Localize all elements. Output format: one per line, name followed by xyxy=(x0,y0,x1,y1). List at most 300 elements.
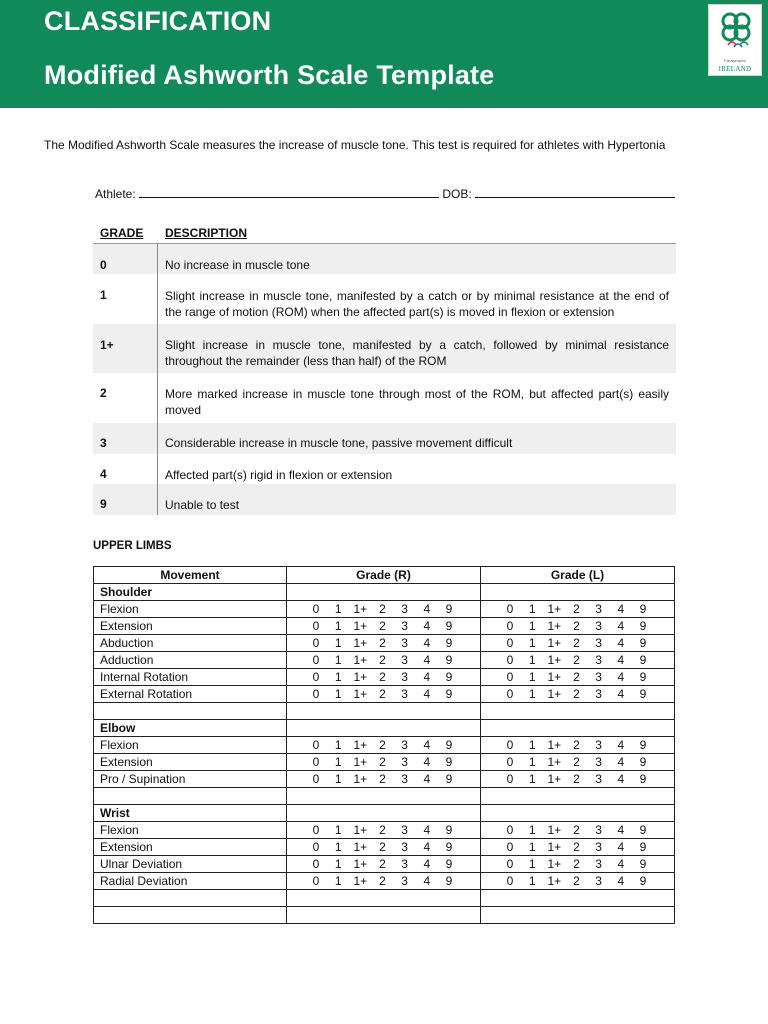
movement-label: Ulnar Deviation xyxy=(94,856,287,873)
grade-option[interactable]: 9 xyxy=(639,840,647,854)
grade-option[interactable]: 3 xyxy=(401,840,408,854)
grade-option[interactable]: 1+ xyxy=(547,755,562,769)
grade-option[interactable]: 1 xyxy=(528,670,536,684)
grade-option[interactable]: 1 xyxy=(334,636,342,650)
grade-value: 2 xyxy=(100,386,107,400)
grade-option[interactable]: 4 xyxy=(617,823,625,837)
grade-option[interactable]: 1 xyxy=(334,619,342,633)
blank-cell[interactable] xyxy=(481,788,675,805)
grade-value: 1 xyxy=(100,288,107,302)
grade-right-cell[interactable] xyxy=(287,686,481,703)
grade-option[interactable]: 0 xyxy=(312,857,320,871)
movement-row xyxy=(94,822,675,839)
grade-option[interactable]: 9 xyxy=(445,687,453,701)
grade-option[interactable]: 3 xyxy=(401,619,408,633)
movement-label: Flexion xyxy=(94,601,287,618)
grade-option[interactable]: 9 xyxy=(639,687,647,701)
grade-description: No increase in muscle tone xyxy=(165,258,310,272)
upper-limbs-table xyxy=(93,566,675,924)
grade-value: 9 xyxy=(100,497,107,511)
grade-option[interactable]: 1 xyxy=(334,602,342,616)
grade-option[interactable]: 4 xyxy=(617,755,625,769)
grade-option[interactable]: 4 xyxy=(423,823,431,837)
description-header: DESCRIPTION xyxy=(165,226,248,240)
blank-row xyxy=(94,788,675,805)
grade-option[interactable]: 2 xyxy=(573,687,580,701)
grade-right-cell[interactable] xyxy=(287,601,481,618)
grade-option[interactable]: 0 xyxy=(312,823,320,837)
grade-right-cell[interactable] xyxy=(287,737,481,754)
grade-option[interactable]: 2 xyxy=(379,636,386,650)
paralympics-ireland-logo xyxy=(708,4,762,76)
grade-row xyxy=(93,324,676,373)
grade-option[interactable]: 4 xyxy=(423,670,431,684)
grade-row xyxy=(93,423,676,454)
grade-option[interactable]: 3 xyxy=(595,670,602,684)
blank-cell[interactable] xyxy=(481,703,675,720)
movement-label: Extension xyxy=(94,839,287,856)
grade-option[interactable]: 9 xyxy=(445,823,453,837)
grade-option[interactable]: 0 xyxy=(506,738,514,752)
grade-option[interactable]: 3 xyxy=(595,823,602,837)
grade-option[interactable]: 0 xyxy=(506,602,514,616)
dob-field[interactable] xyxy=(475,187,675,198)
grade-left-cell[interactable] xyxy=(481,771,675,788)
grade-option[interactable]: 0 xyxy=(506,772,514,786)
grade-left-cell[interactable] xyxy=(481,686,675,703)
grade-option[interactable]: 2 xyxy=(573,636,580,650)
grade-option[interactable]: 3 xyxy=(595,857,602,871)
grade-option[interactable]: 0 xyxy=(506,857,514,871)
grade-option[interactable]: 9 xyxy=(445,619,453,633)
grade-option[interactable]: 9 xyxy=(445,755,453,769)
grade-option[interactable]: 1+ xyxy=(353,619,368,633)
grade-option[interactable]: 0 xyxy=(312,738,320,752)
grade-right-cell[interactable] xyxy=(287,754,481,771)
grade-option[interactable]: 9 xyxy=(445,670,453,684)
grade-option[interactable]: 0 xyxy=(506,874,514,888)
grade-option[interactable]: 3 xyxy=(401,636,408,650)
grade-right-cell[interactable] xyxy=(287,856,481,873)
grade-option[interactable]: 2 xyxy=(573,874,580,888)
athlete-dob-line xyxy=(95,187,675,201)
grade-option[interactable]: 2 xyxy=(573,670,580,684)
grade-option[interactable]: 0 xyxy=(312,755,320,769)
grade-option[interactable]: 1+ xyxy=(353,823,368,837)
grade-option[interactable]: 3 xyxy=(595,840,602,854)
grade-option[interactable]: 4 xyxy=(423,857,431,871)
grade-left-cell[interactable] xyxy=(481,669,675,686)
grade-option[interactable]: 1+ xyxy=(547,687,562,701)
group-label: Elbow xyxy=(94,720,287,737)
grade-option[interactable]: 2 xyxy=(573,619,580,633)
grade-option[interactable]: 1 xyxy=(528,687,536,701)
grade-option[interactable]: 0 xyxy=(506,653,514,667)
intro-text: The Modified Ashworth Scale measures the increase of muscle tone. This test is required for athletes with Hypertonia xyxy=(44,138,666,152)
grade-option[interactable]: 0 xyxy=(312,772,320,786)
header-banner xyxy=(0,0,768,108)
movement-header: Movement xyxy=(94,567,287,584)
grade-option[interactable]: 2 xyxy=(573,602,580,616)
grade-option[interactable]: 3 xyxy=(401,653,408,667)
grade-option[interactable]: 2 xyxy=(573,857,580,871)
grade-description-table xyxy=(93,222,676,515)
grade-option[interactable]: 9 xyxy=(445,857,453,871)
grade-option[interactable]: 3 xyxy=(595,653,602,667)
grade-option[interactable]: 4 xyxy=(423,653,431,667)
grade-option[interactable]: 2 xyxy=(379,840,386,854)
grade-description: More marked increase in muscle tone through most of the ROM, but affected part(s) easily moved xyxy=(165,387,669,417)
grade-option[interactable]: 9 xyxy=(639,619,647,633)
grade-option[interactable]: 1+ xyxy=(353,602,368,616)
grade-option[interactable]: 4 xyxy=(617,874,625,888)
blank-row xyxy=(94,703,675,720)
grade-value: 0 xyxy=(100,258,107,272)
grade-option[interactable]: 1 xyxy=(334,670,342,684)
grade-option[interactable]: 4 xyxy=(423,619,431,633)
grade-option[interactable]: 2 xyxy=(573,738,580,752)
grade-option[interactable]: 0 xyxy=(312,636,320,650)
movement-row xyxy=(94,601,675,618)
grade-option[interactable]: 4 xyxy=(423,755,431,769)
grade-option[interactable]: 0 xyxy=(506,687,514,701)
group-row-wrist xyxy=(94,805,675,822)
grade-option[interactable]: 1 xyxy=(334,823,342,837)
grade-option[interactable]: 1 xyxy=(528,772,536,786)
grade-option[interactable]: 1+ xyxy=(353,653,368,667)
grade-option[interactable]: 3 xyxy=(595,619,602,633)
movement-label: Extension xyxy=(94,754,287,771)
grade-option[interactable]: 1+ xyxy=(547,874,562,888)
blank-cell[interactable] xyxy=(287,890,481,907)
grade-option[interactable]: 0 xyxy=(506,755,514,769)
group-blank-cell xyxy=(481,720,675,737)
grade-option[interactable]: 1 xyxy=(528,755,536,769)
grade-option[interactable]: 9 xyxy=(639,636,647,650)
grade-option[interactable]: 4 xyxy=(423,874,431,888)
grade-option[interactable]: 1+ xyxy=(547,602,562,616)
grade-option[interactable]: 3 xyxy=(595,738,602,752)
grade-option[interactable]: 1 xyxy=(334,772,342,786)
grade-left-cell[interactable] xyxy=(481,822,675,839)
grade-option[interactable]: 1+ xyxy=(353,772,368,786)
grade-option[interactable]: 3 xyxy=(595,772,602,786)
grade-option[interactable]: 0 xyxy=(312,602,320,616)
movement-row xyxy=(94,669,675,686)
grade-option[interactable]: 3 xyxy=(595,874,602,888)
grade-option[interactable]: 2 xyxy=(379,687,386,701)
movement-row xyxy=(94,652,675,669)
grade-option[interactable]: 0 xyxy=(312,670,320,684)
grade-option[interactable]: 3 xyxy=(595,636,602,650)
athlete-label: Athlete: xyxy=(95,187,136,201)
grade-right-cell[interactable] xyxy=(287,839,481,856)
grade-option[interactable]: 4 xyxy=(617,840,625,854)
dob-label: DOB: xyxy=(442,187,472,201)
grade-option[interactable]: 1 xyxy=(334,687,342,701)
blank-cell[interactable] xyxy=(481,907,675,924)
grade-option[interactable]: 0 xyxy=(312,687,320,701)
grade-row xyxy=(93,484,676,515)
grade-option[interactable]: 1 xyxy=(334,738,342,752)
blank-cell[interactable] xyxy=(94,907,287,924)
grade-option[interactable]: 1 xyxy=(528,653,536,667)
grade-option[interactable]: 3 xyxy=(401,738,408,752)
grade-value: 1+ xyxy=(100,338,114,352)
grade-option[interactable]: 4 xyxy=(617,772,625,786)
grade-option[interactable]: 3 xyxy=(401,687,408,701)
movement-label: Internal Rotation xyxy=(94,669,287,686)
group-blank-cell xyxy=(287,720,481,737)
grade-option[interactable]: 9 xyxy=(639,857,647,871)
grade-option[interactable]: 9 xyxy=(639,772,647,786)
grade-option[interactable]: 0 xyxy=(506,636,514,650)
movement-row xyxy=(94,754,675,771)
grade-option[interactable]: 2 xyxy=(573,755,580,769)
grade-option[interactable]: 2 xyxy=(573,823,580,837)
grade-row xyxy=(93,274,676,324)
grade-option[interactable]: 1+ xyxy=(353,857,368,871)
grade-description: Slight increase in muscle tone, manifested by a catch, followed by minimal resistance throughout the remainder (less than half) of the ROM xyxy=(165,338,669,368)
grade-option[interactable]: 1 xyxy=(528,738,536,752)
grade-option[interactable]: 0 xyxy=(312,840,320,854)
grade-description: Affected part(s) rigid in flexion or extension xyxy=(165,468,393,482)
grade-option[interactable]: 2 xyxy=(379,738,386,752)
blank-cell[interactable] xyxy=(94,788,287,805)
grade-option[interactable]: 9 xyxy=(445,840,453,854)
grade-option[interactable]: 3 xyxy=(401,772,408,786)
title-classification: CLASSIFICATION xyxy=(44,6,272,36)
grade-option[interactable]: 9 xyxy=(639,670,647,684)
grade-left-cell[interactable] xyxy=(481,839,675,856)
movement-row xyxy=(94,873,675,890)
movement-row xyxy=(94,737,675,754)
grade-option[interactable]: 0 xyxy=(506,823,514,837)
grade-left-cell[interactable] xyxy=(481,754,675,771)
grade-description: Considerable increase in muscle tone, passive movement difficult xyxy=(165,436,513,450)
logo-small-text: Paralympics xyxy=(724,58,746,63)
grade-option[interactable]: 1 xyxy=(528,602,536,616)
blank-cell[interactable] xyxy=(94,703,287,720)
grade-value: 4 xyxy=(100,467,107,481)
grade-option[interactable]: 1 xyxy=(334,874,342,888)
grade-option[interactable]: 4 xyxy=(423,738,431,752)
grade-option[interactable]: 2 xyxy=(379,653,386,667)
grade-option[interactable]: 1 xyxy=(528,619,536,633)
grade-header: GRADE xyxy=(100,226,144,240)
grade-option[interactable]: 3 xyxy=(595,755,602,769)
grade-option[interactable]: 1+ xyxy=(353,840,368,854)
grade-option[interactable]: 9 xyxy=(639,874,647,888)
grade-description: Slight increase in muscle tone, manifested by a catch or by minimal resistance at the end of the range of motion (ROM) when the affected part(s) is moved in flexion or extension xyxy=(165,289,669,319)
grade-option[interactable]: 1 xyxy=(334,653,342,667)
grade-option[interactable]: 4 xyxy=(423,636,431,650)
grade-option[interactable]: 2 xyxy=(573,840,580,854)
grade-option[interactable]: 4 xyxy=(423,772,431,786)
grade-option[interactable]: 4 xyxy=(617,670,625,684)
grade-option[interactable]: 9 xyxy=(639,653,647,667)
group-blank-cell xyxy=(287,584,481,601)
grade-left-header: Grade (L) xyxy=(481,567,675,584)
grade-option[interactable]: 2 xyxy=(379,602,386,616)
movement-label: Adduction xyxy=(94,652,287,669)
grade-option[interactable]: 3 xyxy=(401,823,408,837)
blank-row xyxy=(94,890,675,907)
grade-option[interactable]: 1 xyxy=(334,755,342,769)
grade-option[interactable]: 9 xyxy=(445,772,453,786)
grade-option[interactable]: 4 xyxy=(423,840,431,854)
grade-option[interactable]: 0 xyxy=(506,670,514,684)
grade-option[interactable]: 3 xyxy=(595,602,602,616)
logo-wordmark: IRELAND xyxy=(718,65,752,73)
grade-option[interactable]: 9 xyxy=(445,653,453,667)
grade-right-cell[interactable] xyxy=(287,669,481,686)
movement-label: Flexion xyxy=(94,737,287,754)
grade-value: 3 xyxy=(100,436,107,450)
grade-left-cell[interactable] xyxy=(481,856,675,873)
grade-right-cell[interactable] xyxy=(287,822,481,839)
grade-option[interactable]: 1 xyxy=(528,874,536,888)
grade-option[interactable]: 0 xyxy=(506,840,514,854)
grade-option[interactable]: 0 xyxy=(312,653,320,667)
grade-option[interactable]: 2 xyxy=(573,653,580,667)
grade-row xyxy=(93,373,676,423)
grade-option[interactable]: 1+ xyxy=(547,823,562,837)
grade-option[interactable]: 4 xyxy=(423,687,431,701)
grade-option[interactable]: 9 xyxy=(639,755,647,769)
grade-option[interactable]: 1 xyxy=(528,857,536,871)
grade-option[interactable]: 1+ xyxy=(353,755,368,769)
grade-option[interactable]: 2 xyxy=(573,772,580,786)
grade-option[interactable]: 4 xyxy=(617,636,625,650)
grade-option[interactable]: 1+ xyxy=(353,636,368,650)
grade-row xyxy=(93,244,676,274)
blank-cell[interactable] xyxy=(94,890,287,907)
grade-right-cell[interactable] xyxy=(287,635,481,652)
grade-left-cell[interactable] xyxy=(481,618,675,635)
blank-cell[interactable] xyxy=(287,703,481,720)
grade-option[interactable]: 4 xyxy=(617,602,625,616)
grade-option[interactable]: 2 xyxy=(379,857,386,871)
grade-option[interactable]: 2 xyxy=(379,823,386,837)
blank-cell[interactable] xyxy=(287,788,481,805)
movement-row xyxy=(94,618,675,635)
grade-option[interactable]: 1 xyxy=(528,840,536,854)
grade-option[interactable]: 3 xyxy=(401,857,408,871)
movement-row xyxy=(94,686,675,703)
grade-option[interactable]: 2 xyxy=(379,670,386,684)
grade-option[interactable]: 4 xyxy=(423,602,431,616)
athlete-field[interactable] xyxy=(139,187,439,198)
grade-option[interactable]: 3 xyxy=(401,670,408,684)
grade-option[interactable]: 3 xyxy=(401,874,408,888)
grade-option[interactable]: 1+ xyxy=(353,874,368,888)
grade-option[interactable]: 9 xyxy=(445,874,453,888)
grade-option[interactable]: 4 xyxy=(617,687,625,701)
group-blank-cell xyxy=(481,584,675,601)
grade-option[interactable]: 3 xyxy=(401,755,408,769)
grade-left-cell[interactable] xyxy=(481,873,675,890)
movement-label: Radial Deviation xyxy=(94,873,287,890)
movement-row xyxy=(94,771,675,788)
blank-cell[interactable] xyxy=(287,907,481,924)
upper-limbs-body xyxy=(94,584,675,924)
grade-option[interactable]: 2 xyxy=(379,755,386,769)
grade-option[interactable]: 1+ xyxy=(547,857,562,871)
grade-right-cell[interactable] xyxy=(287,771,481,788)
grade-left-cell[interactable] xyxy=(481,635,675,652)
blank-cell[interactable] xyxy=(481,890,675,907)
group-row-elbow xyxy=(94,720,675,737)
grade-option[interactable]: 4 xyxy=(617,738,625,752)
group-blank-cell xyxy=(481,805,675,822)
grade-option[interactable]: 1+ xyxy=(547,670,562,684)
movement-row xyxy=(94,635,675,652)
grade-option[interactable]: 1 xyxy=(334,857,342,871)
grade-option[interactable]: 3 xyxy=(595,687,602,701)
grade-option[interactable]: 0 xyxy=(312,874,320,888)
grade-option[interactable]: 9 xyxy=(445,636,453,650)
grade-option[interactable]: 9 xyxy=(639,823,647,837)
grade-option[interactable]: 2 xyxy=(379,619,386,633)
grade-option[interactable]: 2 xyxy=(379,772,386,786)
grade-right-cell[interactable] xyxy=(287,873,481,890)
grade-option[interactable]: 1+ xyxy=(353,670,368,684)
group-row-shoulder xyxy=(94,584,675,601)
movement-row xyxy=(94,856,675,873)
grade-description: Unable to test xyxy=(165,498,240,512)
grade-option[interactable]: 1+ xyxy=(547,619,562,633)
grade-option[interactable]: 1+ xyxy=(547,738,562,752)
group-blank-cell xyxy=(287,805,481,822)
movement-label: Flexion xyxy=(94,822,287,839)
movement-label: External Rotation xyxy=(94,686,287,703)
grade-option[interactable]: 9 xyxy=(445,602,453,616)
grade-option[interactable]: 4 xyxy=(617,653,625,667)
grade-option[interactable]: 1+ xyxy=(547,653,562,667)
grade-option[interactable]: 3 xyxy=(401,602,408,616)
grade-option[interactable]: 0 xyxy=(506,619,514,633)
movement-label: Pro / Supination xyxy=(94,771,287,788)
grade-option[interactable]: 1+ xyxy=(353,738,368,752)
grade-table-header xyxy=(93,222,676,244)
grade-option[interactable]: 1 xyxy=(528,823,536,837)
movement-row xyxy=(94,839,675,856)
grade-option[interactable]: 1 xyxy=(334,840,342,854)
grade-option[interactable]: 9 xyxy=(639,738,647,752)
grade-option[interactable]: 0 xyxy=(312,619,320,633)
grade-row xyxy=(93,454,676,484)
grade-option[interactable]: 9 xyxy=(639,602,647,616)
shamrock-icon xyxy=(716,9,756,57)
grade-option[interactable]: 2 xyxy=(379,874,386,888)
group-label: Shoulder xyxy=(94,584,287,601)
grade-option[interactable]: 9 xyxy=(445,738,453,752)
grade-left-cell[interactable] xyxy=(481,652,675,669)
grade-left-cell[interactable] xyxy=(481,737,675,754)
grade-option[interactable]: 1+ xyxy=(353,687,368,701)
grade-left-cell[interactable] xyxy=(481,601,675,618)
upper-limbs-title: UPPER LIMBS xyxy=(93,540,172,552)
grade-option[interactable]: 1+ xyxy=(547,840,562,854)
grade-option[interactable]: 4 xyxy=(617,857,625,871)
grade-right-cell[interactable] xyxy=(287,652,481,669)
grade-option[interactable]: 1+ xyxy=(547,772,562,786)
grade-right-cell[interactable] xyxy=(287,618,481,635)
grade-option[interactable]: 4 xyxy=(617,619,625,633)
grade-option[interactable]: 1+ xyxy=(547,636,562,650)
grade-option[interactable]: 1 xyxy=(528,636,536,650)
